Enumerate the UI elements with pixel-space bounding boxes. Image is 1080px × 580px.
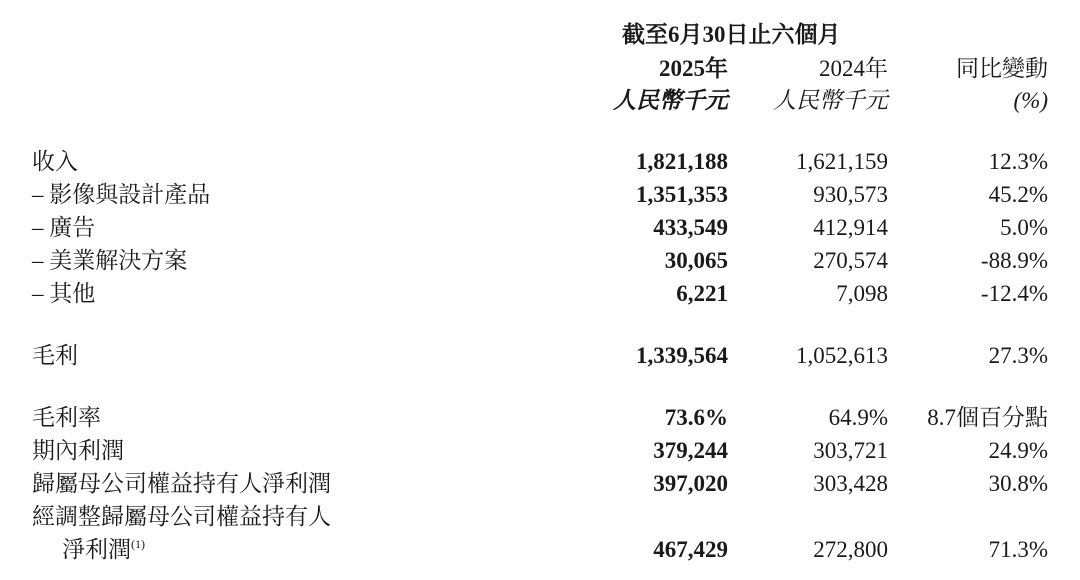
table-row-beauty-solutions	[0, 244, 1080, 277]
row-label: – 廣告	[32, 215, 96, 240]
value-change: -12.4%	[980, 281, 1048, 306]
value-prior: 64.9%	[828, 405, 888, 430]
table-row-gross-profit	[0, 339, 1080, 372]
value-current: 1,339,564	[636, 343, 728, 368]
value-prior: 930,573	[813, 182, 888, 207]
row-label: 淨利潤	[62, 537, 131, 562]
year-prior-header: 2024年	[819, 56, 888, 81]
value-change: 5.0%	[1000, 215, 1048, 240]
row-label: – 美業解決方案	[32, 248, 188, 273]
value-current: 467,429	[653, 537, 728, 562]
row-label: 經調整歸屬母公司權益持有人	[32, 504, 331, 529]
unit-current-header: 人民幣千元	[613, 88, 728, 113]
row-label: 歸屬母公司權益持有人淨利潤	[32, 471, 331, 496]
row-label: – 其他	[32, 281, 96, 306]
value-prior: 7,098	[836, 281, 888, 306]
value-current: 6,221	[676, 281, 728, 306]
value-change: 8.7個百分點	[927, 405, 1048, 430]
table-row-revenue	[0, 145, 1080, 178]
footnote-marker: (1)	[131, 537, 145, 551]
table-row-adjusted-label	[0, 500, 1080, 533]
table-row-advertising	[0, 211, 1080, 244]
value-current: 397,020	[653, 471, 728, 496]
table-row-imaging-design	[0, 178, 1080, 211]
value-change: 71.3%	[988, 537, 1048, 562]
value-prior: 412,914	[813, 215, 888, 240]
row-label: 收入	[32, 149, 78, 174]
table-row-net-profit-attributable	[0, 467, 1080, 500]
row-label-wrap	[62, 533, 145, 566]
value-change: 30.8%	[988, 471, 1048, 496]
value-current: 73.6%	[664, 405, 728, 430]
value-change: 24.9%	[988, 438, 1048, 463]
period-header: 截至6月30日止六個月	[622, 22, 841, 47]
value-current: 30,065	[664, 248, 728, 273]
row-label: 毛利	[32, 343, 78, 368]
table-row-profit-for-period	[0, 434, 1080, 467]
value-change: 27.3%	[988, 343, 1048, 368]
value-prior: 1,052,613	[796, 343, 888, 368]
value-change: 12.3%	[988, 149, 1048, 174]
value-current: 1,351,353	[636, 182, 728, 207]
row-label: 毛利率	[32, 405, 101, 430]
value-current: 433,549	[653, 215, 728, 240]
table-row-others	[0, 277, 1080, 310]
value-current: 379,244	[653, 438, 728, 463]
row-label: – 影像與設計產品	[32, 182, 211, 207]
value-prior: 303,428	[813, 471, 888, 496]
value-prior: 270,574	[813, 248, 888, 273]
change-header: 同比變動	[956, 56, 1048, 81]
value-current: 1,821,188	[636, 149, 728, 174]
year-current-header: 2025年	[659, 56, 728, 81]
table-row-adjusted-net-profit	[0, 533, 1080, 566]
unit-change-header: (%)	[1013, 88, 1048, 113]
value-change: 45.2%	[988, 182, 1048, 207]
value-prior: 1,621,159	[796, 149, 888, 174]
value-prior: 303,721	[813, 438, 888, 463]
unit-prior-header: 人民幣千元	[773, 88, 888, 113]
table-row-gross-margin	[0, 401, 1080, 434]
row-label: 期內利潤	[32, 438, 124, 463]
value-prior: 272,800	[813, 537, 888, 562]
value-change: -88.9%	[980, 248, 1048, 273]
